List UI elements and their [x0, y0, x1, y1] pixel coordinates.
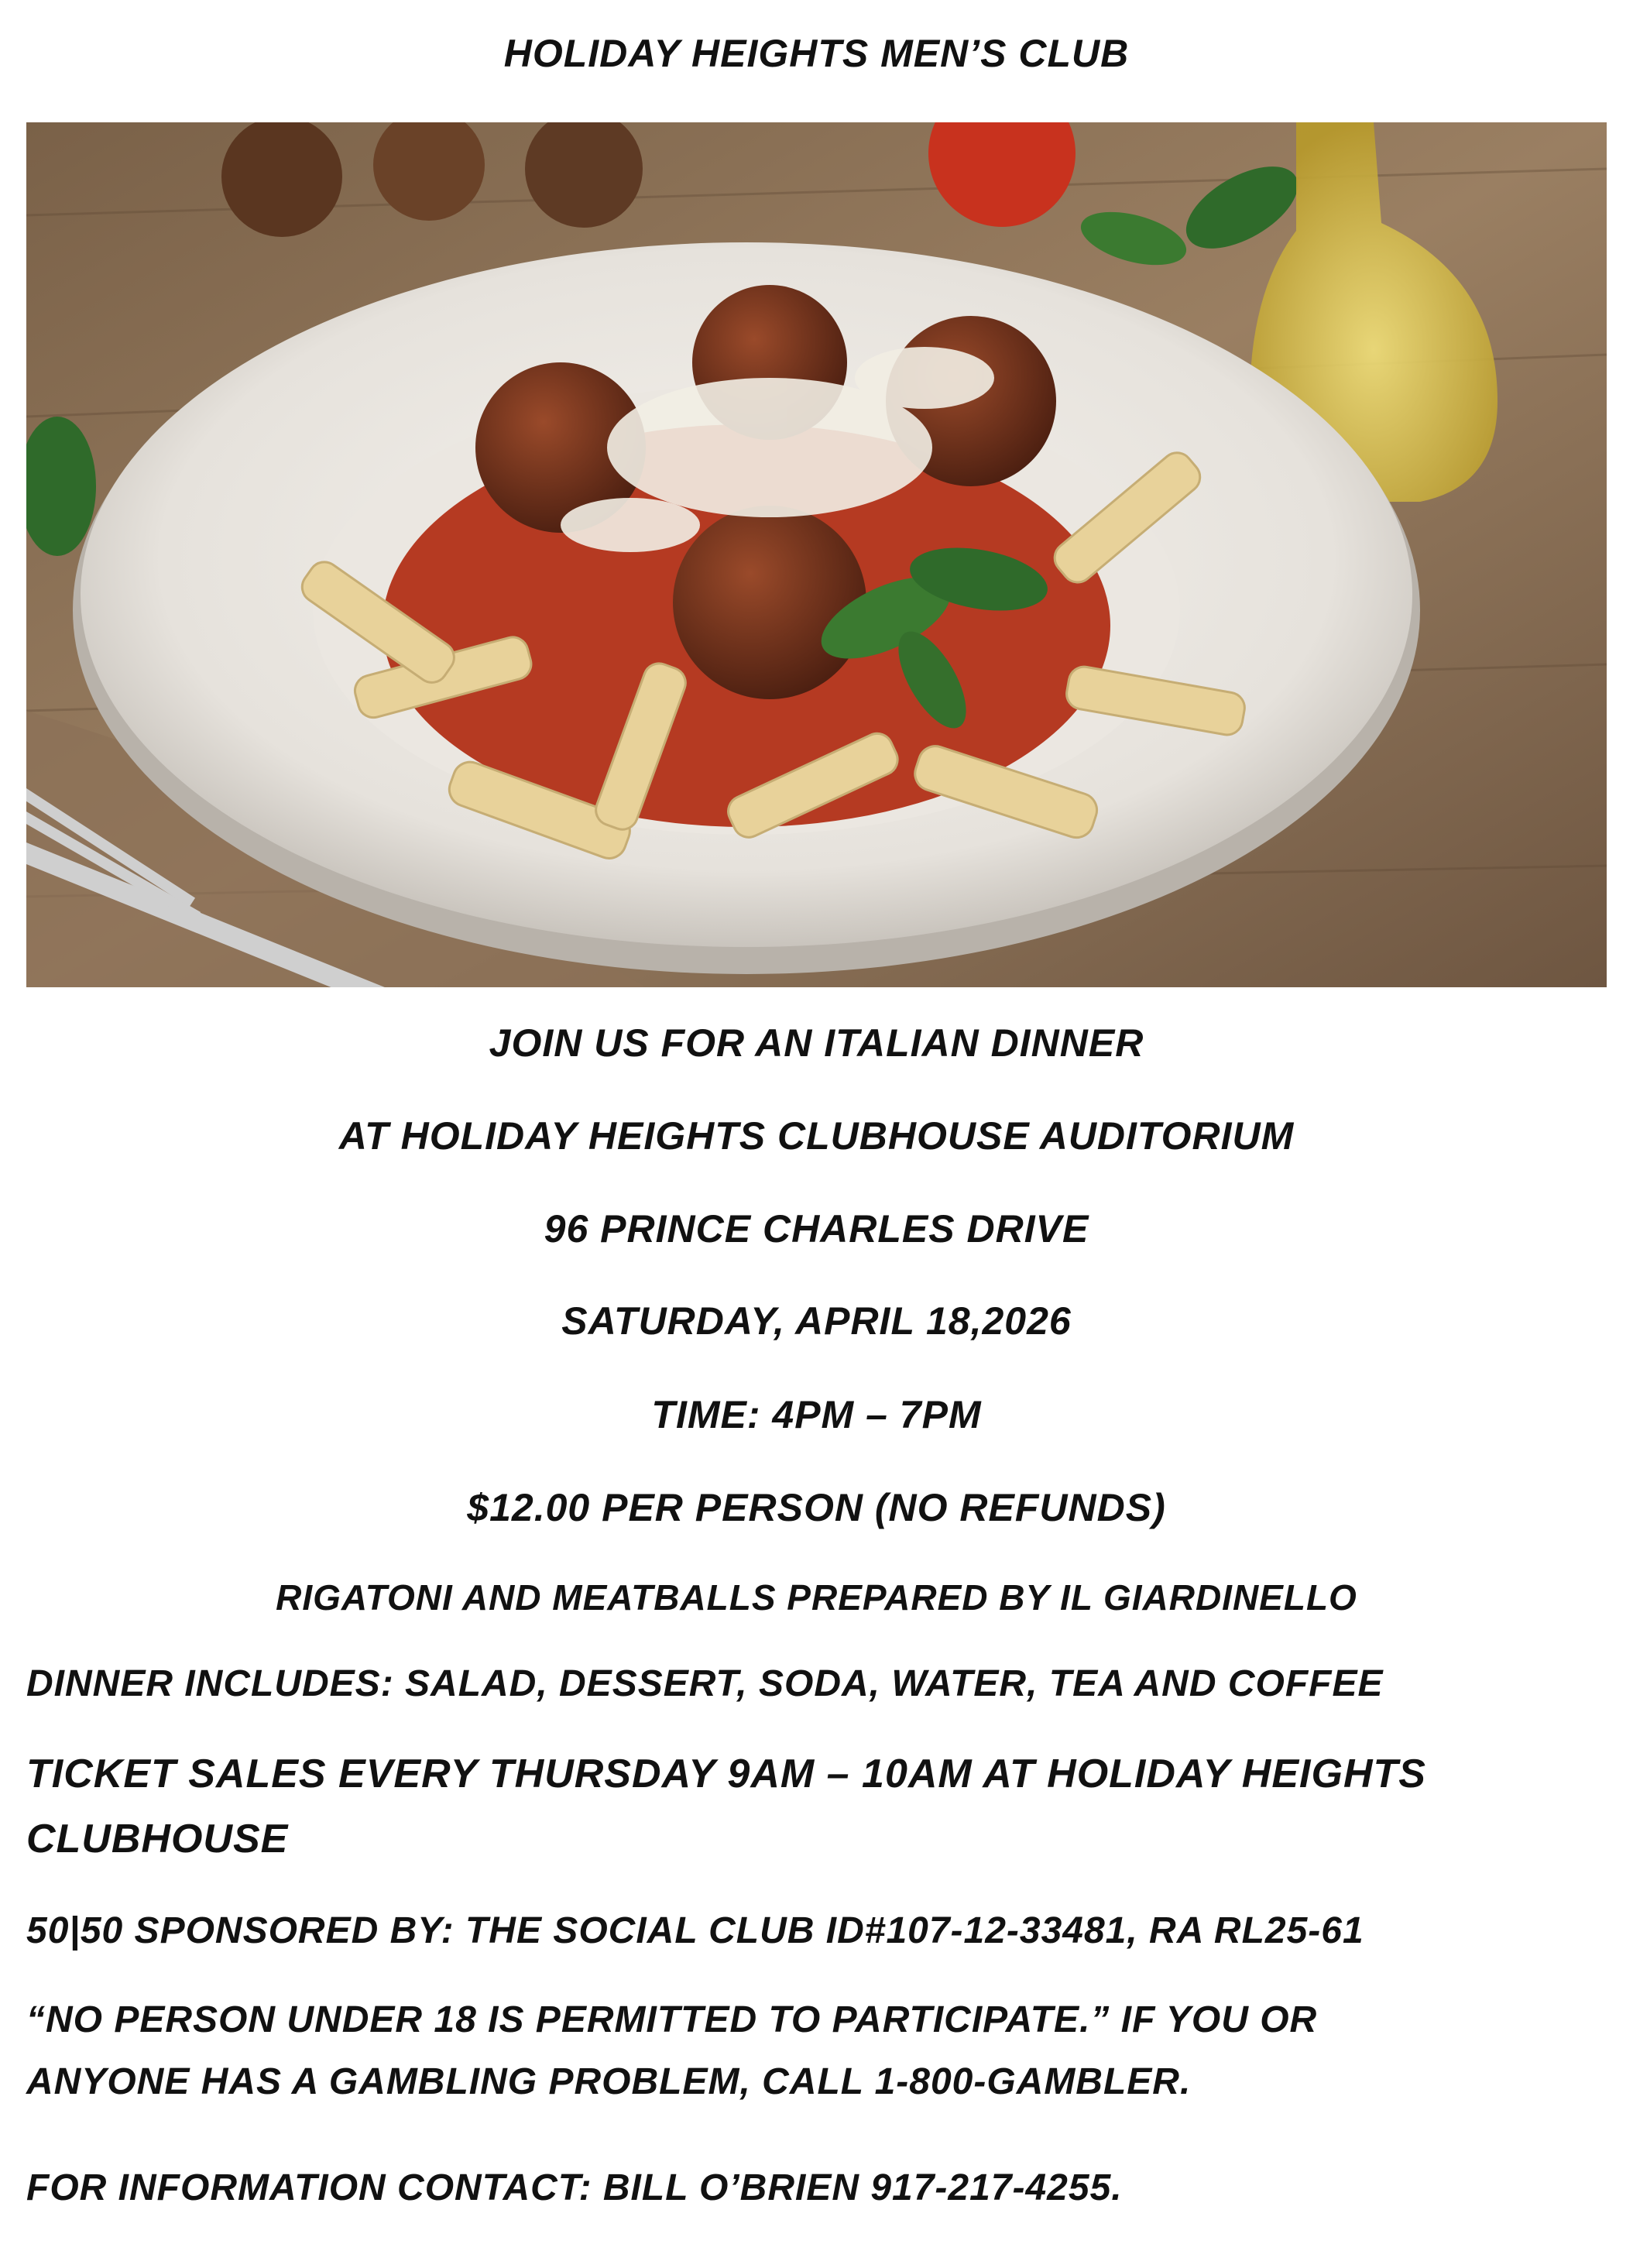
event-location: AT HOLIDAY HEIGHTS CLUBHOUSE AUDITORIUM: [338, 1114, 1295, 1158]
sponsor-info: 50|50 SPONSORED BY: THE SOCIAL CLUB ID#107-12-33481, RA RL25-61: [26, 1910, 1364, 1951]
dinner-includes: DINNER INCLUDES: SALAD, DESSERT, SODA, WATER, TEA AND COFFEE: [26, 1663, 1384, 1704]
pasta-photo: [26, 122, 1607, 987]
contact-info: FOR INFORMATION CONTACT: BILL O’BRIEN 917-217-4255.: [26, 2167, 1123, 2208]
event-price: $12.00 PER PERSON (NO REFUNDS): [467, 1486, 1166, 1529]
event-headline: JOIN US FOR AN ITALIAN DINNER: [489, 1021, 1144, 1065]
event-menu: RIGATONI AND MEATBALLS PREPARED BY IL GIARDINELLO: [276, 1577, 1357, 1618]
event-time: TIME: 4PM – 7PM: [651, 1393, 982, 1436]
flyer-title: HOLIDAY HEIGHTS MEN’S CLUB: [503, 32, 1130, 75]
ticket-sales: TICKET SALES EVERY THURSDAY 9AM – 10AM AT HOLIDAY HEIGHTS CLUBHOUSE: [26, 1752, 1426, 1861]
event-date: SATURDAY, APRIL 18,2026: [561, 1299, 1072, 1343]
event-address: 96 PRINCE CHARLES DRIVE: [544, 1207, 1089, 1251]
gambling-notice: “NO PERSON UNDER 18 IS PERMITTED TO PARTICIPATE.” IF YOU OR ANYONE HAS A GAMBLING PROBLEM, CALL 1-800-GAMBLER.: [26, 1999, 1318, 2102]
